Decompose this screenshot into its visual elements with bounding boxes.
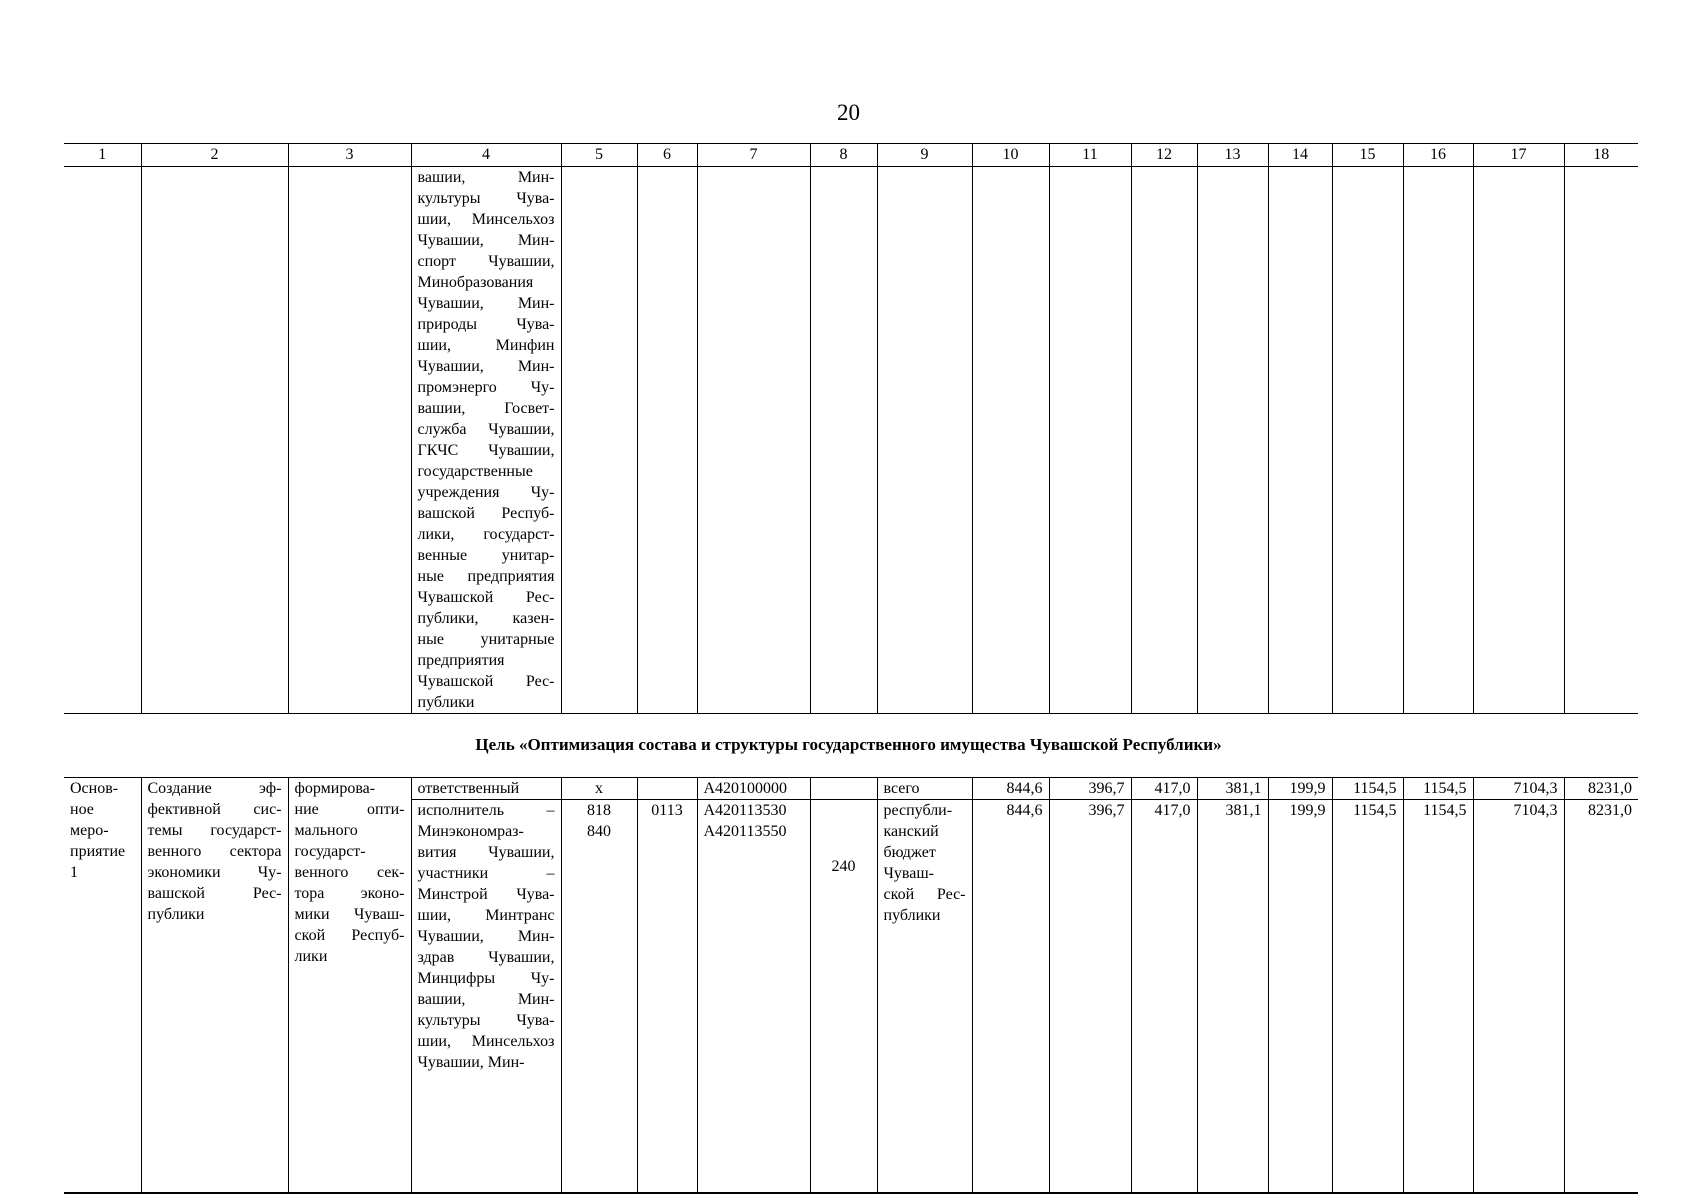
text-line: венные унитар- bbox=[417, 547, 555, 564]
column-number: 11 bbox=[1049, 144, 1131, 167]
value-cell: 417,0 bbox=[1131, 800, 1197, 1194]
cell-c8: 240 bbox=[810, 800, 877, 1194]
measure-name bbox=[141, 778, 288, 1194]
text-line: публики bbox=[883, 907, 941, 924]
cell-c8 bbox=[810, 778, 877, 800]
text-line: шии, Минфин bbox=[417, 337, 555, 354]
text-line: лики, государст- bbox=[417, 526, 555, 543]
text-line: лики bbox=[294, 948, 328, 965]
cell-c7 bbox=[697, 800, 810, 1194]
column-number: 6 bbox=[637, 144, 697, 167]
value-cell: 1154,5 bbox=[1332, 800, 1403, 1194]
column-number: 8 bbox=[810, 144, 877, 167]
text-line: шии, Минтранс bbox=[417, 907, 555, 924]
text-line: участники – bbox=[417, 865, 555, 882]
text-line: Чувашии, Мин- bbox=[417, 928, 555, 945]
text-line: государственные bbox=[417, 463, 533, 480]
text-line: ние опти- bbox=[294, 801, 405, 818]
text-line: предприятия bbox=[417, 652, 505, 669]
page-number: 20 bbox=[837, 100, 860, 125]
text-line: тора эконо- bbox=[294, 885, 405, 902]
column-number: 14 bbox=[1268, 144, 1332, 167]
text-line: 1 bbox=[70, 864, 78, 881]
text-line: темы государст- bbox=[147, 822, 282, 839]
text-line: фективной сис- bbox=[147, 801, 282, 818]
text-line: Чувашии, Мин- bbox=[417, 295, 555, 312]
column-number: 15 bbox=[1332, 144, 1403, 167]
value-cell: 8231,0 bbox=[1564, 778, 1638, 800]
table-row bbox=[64, 167, 1638, 714]
text-line: публики bbox=[147, 906, 205, 923]
value-cell: 396,7 bbox=[1049, 778, 1131, 800]
text-line: Чувашии, Мин- bbox=[417, 358, 555, 375]
text-line: публики bbox=[417, 694, 475, 711]
table-row-total bbox=[64, 778, 1638, 800]
text-line: природы Чува- bbox=[417, 316, 555, 333]
value-cell: 199,9 bbox=[1268, 800, 1332, 1194]
column-number: 16 bbox=[1403, 144, 1473, 167]
cell-c9 bbox=[877, 800, 972, 1194]
value-cell: 1154,5 bbox=[1332, 778, 1403, 800]
column-number: 4 bbox=[411, 144, 561, 167]
text-line: Минобразования bbox=[417, 274, 534, 291]
text-line: вашской Респуб- bbox=[417, 505, 555, 522]
value-cell: 417,0 bbox=[1131, 778, 1197, 800]
column-number: 18 bbox=[1564, 144, 1638, 167]
cell-c5: x bbox=[561, 778, 637, 800]
text-line: государст- bbox=[294, 843, 366, 860]
text-line: публики, казен- bbox=[417, 610, 555, 627]
text-line: вашии, Госвет- bbox=[417, 400, 555, 417]
text-line: А420113550 bbox=[703, 823, 787, 840]
text-line: Минстрой Чува- bbox=[417, 886, 555, 903]
text-line: ные предприятия bbox=[417, 568, 555, 585]
text-line: республи- bbox=[883, 802, 953, 819]
value-cell: 8231,0 bbox=[1564, 800, 1638, 1194]
text-line: приятие bbox=[70, 843, 126, 860]
text-line: 818 bbox=[587, 802, 611, 819]
text-line: учреждения Чу- bbox=[417, 484, 555, 501]
measure-label bbox=[64, 778, 141, 1194]
text-line: меро- bbox=[70, 822, 109, 839]
table-measure bbox=[64, 777, 1638, 1194]
text-line: ные унитарные bbox=[417, 631, 555, 648]
value-cell: 844,6 bbox=[972, 778, 1049, 800]
value-cell: 1154,5 bbox=[1403, 800, 1473, 1194]
text-line: Чувашской Рес- bbox=[417, 589, 555, 606]
value-cell: 199,9 bbox=[1268, 778, 1332, 800]
text-line: бюджет bbox=[883, 844, 936, 861]
text-line: А420113530 bbox=[703, 802, 787, 819]
cell-c6 bbox=[637, 778, 697, 800]
text-line: экономики Чу- bbox=[147, 864, 282, 881]
column-number: 10 bbox=[972, 144, 1049, 167]
text-line: Чувашии, Мин- bbox=[417, 232, 555, 249]
measure-task bbox=[288, 778, 411, 1194]
text-line: мального bbox=[294, 822, 358, 839]
text-line: вашской Рес- bbox=[147, 885, 282, 902]
text-line: культуры Чува- bbox=[417, 1012, 555, 1029]
value-cell: 7104,3 bbox=[1473, 800, 1564, 1194]
table-continuation bbox=[64, 143, 1638, 714]
text-line: ской Респуб- bbox=[294, 927, 405, 944]
value-cell: 381,1 bbox=[1197, 800, 1268, 1194]
value-cell: 381,1 bbox=[1197, 778, 1268, 800]
value-cell: 844,6 bbox=[972, 800, 1049, 1194]
text-line: формирова- bbox=[294, 780, 376, 797]
text-line: вития Чувашии, bbox=[417, 844, 555, 861]
column-number: 1 bbox=[64, 144, 141, 167]
column-number: 5 bbox=[561, 144, 637, 167]
text-line: Чувашской Рес- bbox=[417, 673, 555, 690]
text-line: вашии, Мин- bbox=[417, 991, 555, 1008]
text-line: Основ- bbox=[70, 780, 119, 797]
text-line: вашии, Мин- bbox=[417, 169, 555, 186]
cell-c5 bbox=[561, 800, 637, 1194]
text-line: культуры Чува- bbox=[417, 190, 555, 207]
text-line: мики Чуваш- bbox=[294, 906, 405, 923]
text-line: ской Рес- bbox=[883, 886, 966, 903]
value-cell: 1154,5 bbox=[1403, 778, 1473, 800]
cell-c6: 0113 bbox=[637, 800, 697, 1194]
cell-c7: А420100000 bbox=[697, 778, 810, 800]
text-line: здрав Чувашии, bbox=[417, 949, 555, 966]
column-number: 7 bbox=[697, 144, 810, 167]
value-cell: 396,7 bbox=[1049, 800, 1131, 1194]
column-number: 3 bbox=[288, 144, 411, 167]
text-line: шии, Минсельхоз bbox=[417, 1033, 555, 1050]
text-line: промэнерго Чу- bbox=[417, 379, 555, 396]
text-line: Создание эф- bbox=[147, 780, 282, 797]
column-number-row bbox=[64, 144, 1638, 167]
value-cell: 7104,3 bbox=[1473, 778, 1564, 800]
column-number: 12 bbox=[1131, 144, 1197, 167]
column-number: 2 bbox=[141, 144, 288, 167]
text-line: ГКЧС Чувашии, bbox=[417, 442, 555, 459]
goal-title: Цель «Оптимизация состава и структуры государственного имущества Чувашской Республики» bbox=[475, 735, 1222, 754]
column-number: 9 bbox=[877, 144, 972, 167]
executor-label: ответственный bbox=[411, 778, 561, 800]
text-line: служба Чувашии, bbox=[417, 421, 555, 438]
text-line: ное bbox=[70, 801, 94, 818]
text-line: Минцифры Чу- bbox=[417, 970, 555, 987]
text-line: 840 bbox=[587, 823, 611, 840]
column-number: 17 bbox=[1473, 144, 1564, 167]
participants-cell bbox=[411, 167, 561, 714]
text-line: Чувашии, Мин- bbox=[417, 1054, 525, 1071]
text-line: Минэкономраз- bbox=[417, 823, 524, 840]
text-line: канский bbox=[883, 823, 939, 840]
text-line: венного сек- bbox=[294, 864, 405, 881]
text-line: шии, Минсельхоз bbox=[417, 211, 555, 228]
column-number: 13 bbox=[1197, 144, 1268, 167]
executor-cell bbox=[411, 800, 561, 1194]
text-line: спорт Чувашии, bbox=[417, 253, 555, 270]
cell-c9: всего bbox=[877, 778, 972, 800]
text-line: Чуваш- bbox=[883, 865, 934, 882]
text-line: венного сектора bbox=[147, 843, 282, 860]
text-line: исполнитель – bbox=[417, 802, 555, 819]
